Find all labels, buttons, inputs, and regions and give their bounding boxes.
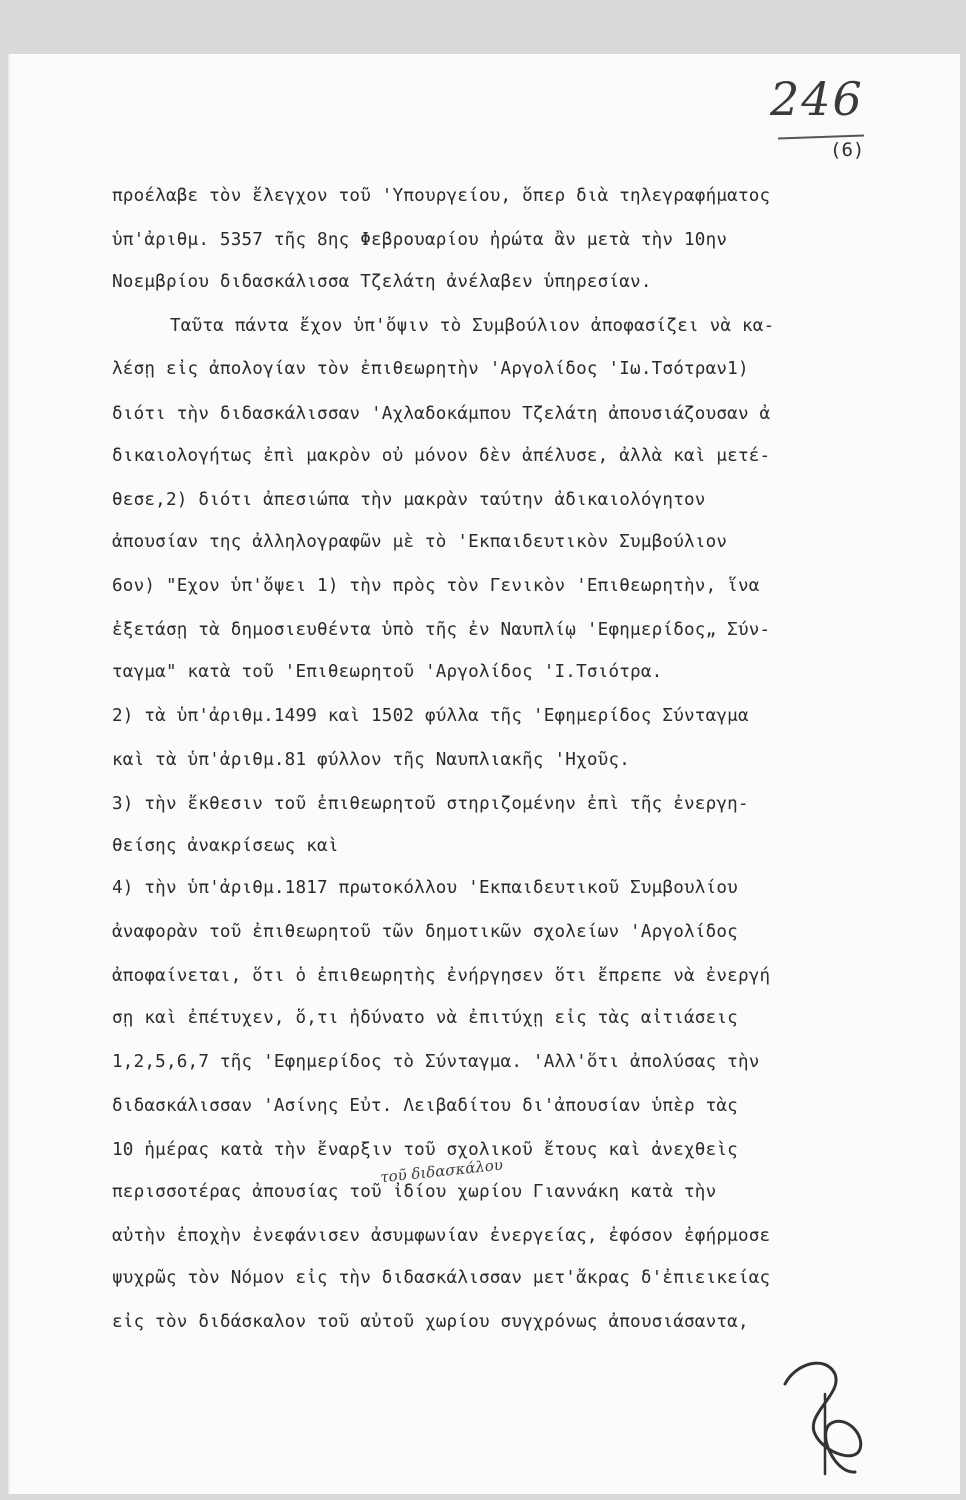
- body-line: σῃ καὶ ἐπέτυχεν, ὅ,τι ἠδύνατο νὰ ἐπιτύχῃ εἰς τὰς αἰτιάσεις: [112, 1008, 738, 1028]
- body-line: ἐξετάσῃ τὰ δημοσιευθέντα ὑπὸ τῆς ἐν Ναυπλίῳ 'Εφημερίδος„ Σύν-: [112, 620, 771, 640]
- body-line: 4) τὴν ὑπ'ἀριθμ.1817 πρωτοκόλλου 'Εκπαιδευτικοῦ Συμβουλίου: [112, 878, 738, 898]
- body-line: 3) τὴν ἔκθεσιν τοῦ ἐπιθεωρητοῦ στηριζομένην ἐπὶ τῆς ἐνεργη-: [112, 794, 749, 814]
- page-number: 246: [770, 72, 864, 126]
- body-line: 10 ἡμέρας κατὰ τὴν ἔναρξιν τοῦ σχολικοῦ ἔτους καὶ ἀνεχθεὶς: [112, 1140, 738, 1160]
- body-line: 1,2,5,6,7 τῆς 'Εφημερίδος τὸ Σύνταγμα. 'Αλλ'ὅτι ἀπολύσας τὴν: [112, 1052, 760, 1072]
- body-line: αὐτὴν ἐποχὴν ἐνεφάνισεν ἀσυμφωνίαν ἐνεργείας, ἐφόσον ἐφήρμοσε: [112, 1226, 771, 1246]
- body-line: διδασκάλισσαν 'Ασίνης Εὐτ. Λειβαδίτου δι'ἀπουσίαν ὑπὲρ τὰς: [112, 1096, 738, 1116]
- body-line: 6ον) "Εχον ὑπ'ὄψει 1) τὴν πρὸς τὸν Γενικὸν 'Επιθεωρητὴν, ἵνα: [112, 576, 760, 596]
- body-line: ἀναφορὰν τοῦ ἐπιθεωρητοῦ τῶν δημοτικῶν σχολείων 'Αργολίδος: [112, 922, 738, 942]
- body-line: ψυχρῶς τὸν Νόμον εἰς τὴν διδασκάλισσαν μετ'ἄκρας δ'ἐπιεικείας: [112, 1268, 771, 1288]
- signature-mark: [765, 1354, 885, 1484]
- body-line: διότι τὴν διδασκάλισσαν 'Αχλαδοκάμπου Τζελάτη ἀπουσιάζουσαν ἀ: [112, 404, 771, 424]
- handwritten-annotation: τοῦ διδασκάλου: [379, 1155, 504, 1187]
- body-line: λέσῃ εἰς ἀπολογίαν τὸν ἐπιθεωρητὴν 'Αργολίδος 'Ιω.Τσότραν1): [112, 359, 749, 379]
- sheet-number: (6): [830, 139, 865, 161]
- body-line: Ταῦτα πάντα ἔχον ὑπ'ὄψιν τὸ Συμβούλιον ἀποφασίζει νὰ κα-: [170, 316, 775, 336]
- document-page: [8, 54, 960, 1494]
- body-line: ταγμα" κατὰ τοῦ 'Επιθεωρητοῦ 'Αργολίδος 'Ι.Τσιότρα.: [112, 662, 663, 682]
- body-line: ἀπουσίαν της ἀλληλογραφῶν μὲ τὸ 'Εκπαιδευτικὸν Συμβούλιον: [112, 532, 728, 552]
- body-line: 2) τὰ ὑπ'ἀριθμ.1499 καὶ 1502 φύλλα τῆς 'Εφημερίδος Σύνταγμα: [112, 706, 749, 726]
- body-line: Νοεμβρίου διδασκάλισσα Τζελάτη ἀνέλαβεν ὑπηρεσίαν.: [112, 272, 652, 292]
- body-line: ἀποφαίνεται, ὅτι ὁ ἐπιθεωρητὴς ἐνήργησεν ὅτι ἔπρεπε νὰ ἐνεργή: [112, 966, 771, 986]
- body-line: εἰς τὸν διδάσκαλον τοῦ αὐτοῦ χωρίου συγχρόνως ἀπουσιάσαντα,: [112, 1312, 749, 1332]
- body-line: θεσε,2) διότι ἀπεσιώπα τὴν μακρὰν ταύτην ἀδικαιολόγητον: [112, 490, 706, 510]
- body-line: καὶ τὰ ὑπ'ἀριθμ.81 φύλλον τῆς Ναυπλιακῆς 'Ηχοῦς.: [112, 750, 631, 770]
- body-line: περισσοτέρας ἀπουσίας τοῦ ἰδίου χωρίου Γιαννάκη κατὰ τὴν: [112, 1182, 717, 1202]
- body-line: προέλαβε τὸν ἔλεγχον τοῦ 'Υπουργείου, ὅπερ διὰ τηλεγραφήματος: [112, 186, 771, 206]
- body-line: ὑπ'ἀριθμ. 5357 τῆς 8ης Φεβρουαρίου ἠρώτα ἂν μετὰ τὴν 10ην: [112, 230, 728, 250]
- body-line: δικαιολογήτως ἐπὶ μακρὸν οὐ μόνον δὲν ἀπέλυσε, ἀλλὰ καὶ μετέ-: [112, 446, 771, 466]
- body-line: θείσης ἀνακρίσεως καὶ: [112, 836, 339, 856]
